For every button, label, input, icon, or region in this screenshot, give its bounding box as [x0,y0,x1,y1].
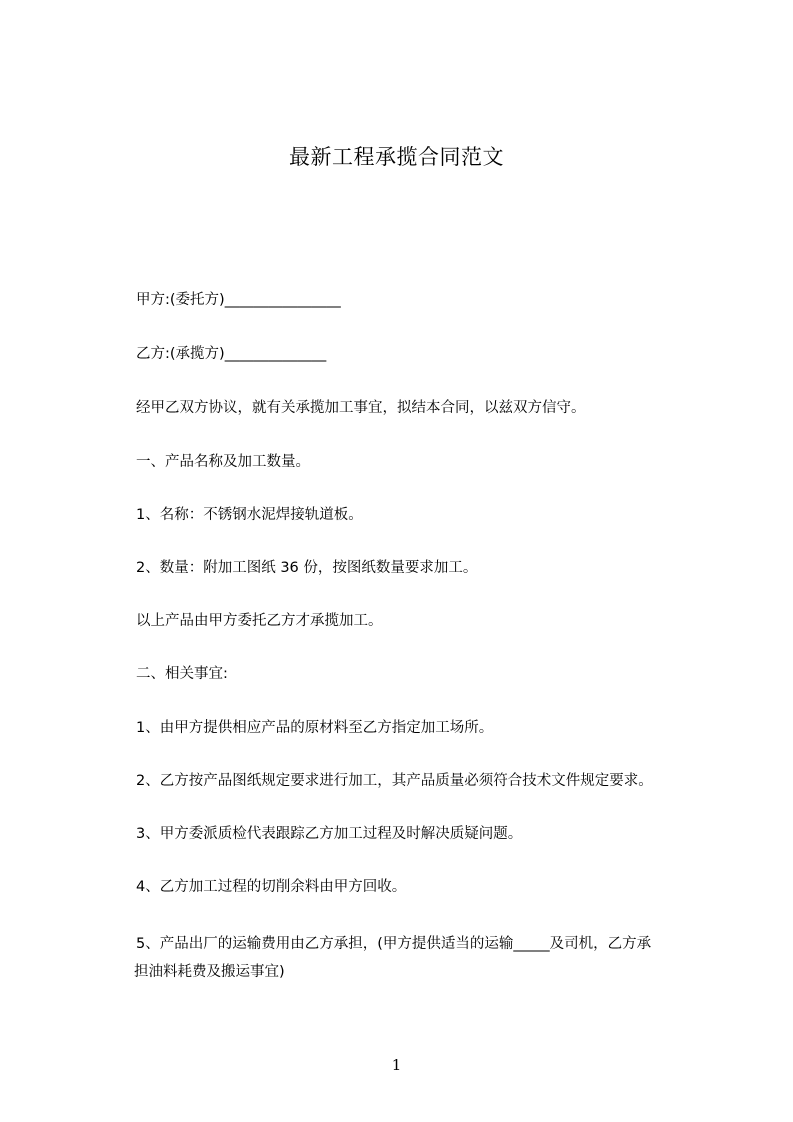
item-1-2: 2、数量：附加工图纸 36 份，按图纸数量要求加工。 [136,560,478,576]
item-2-1: 1、由甲方提供相应产品的原材料至乙方指定加工场所。 [136,720,494,736]
intro-paragraph: 经甲乙双方协议，就有关承揽加工事宜，拟结本合同，以兹双方信守。 [136,400,586,416]
section-1-heading: 一、产品名称及加工数量。 [136,454,310,470]
document-title: 最新工程承揽合同范文 [289,145,504,169]
item-2-2: 2、乙方按产品图纸规定要求进行加工，其产品质量必须符合技术文件规定要求。 [136,773,653,789]
party-a-line: 甲方:(委托方)________________ [136,292,341,308]
item-2-4: 4、乙方加工过程的切削余料由甲方回收。 [136,879,407,895]
item-2-3: 3、甲方委派质检代表跟踪乙方加工过程及时解决质疑问题。 [136,826,523,842]
party-b-line: 乙方:(承揽方)______________ [136,346,327,362]
section-2-heading: 二、相关事宜: [136,666,228,682]
section-1-summary: 以上产品由甲方委托乙方才承揽加工。 [136,613,383,629]
page-number: 1 [391,1056,402,1074]
item-1-1: 1、名称：不锈钢水泥焊接轨道板。 [136,507,363,523]
item-2-5-line-2: 担油料耗费及搬运事宜) [134,964,285,980]
item-2-5-line-1: 5、产品出厂的运输费用由乙方承担，(甲方提供适当的运输_____及司机，乙方承 [136,936,652,952]
item-2-5-paragraph [136,930,716,986]
